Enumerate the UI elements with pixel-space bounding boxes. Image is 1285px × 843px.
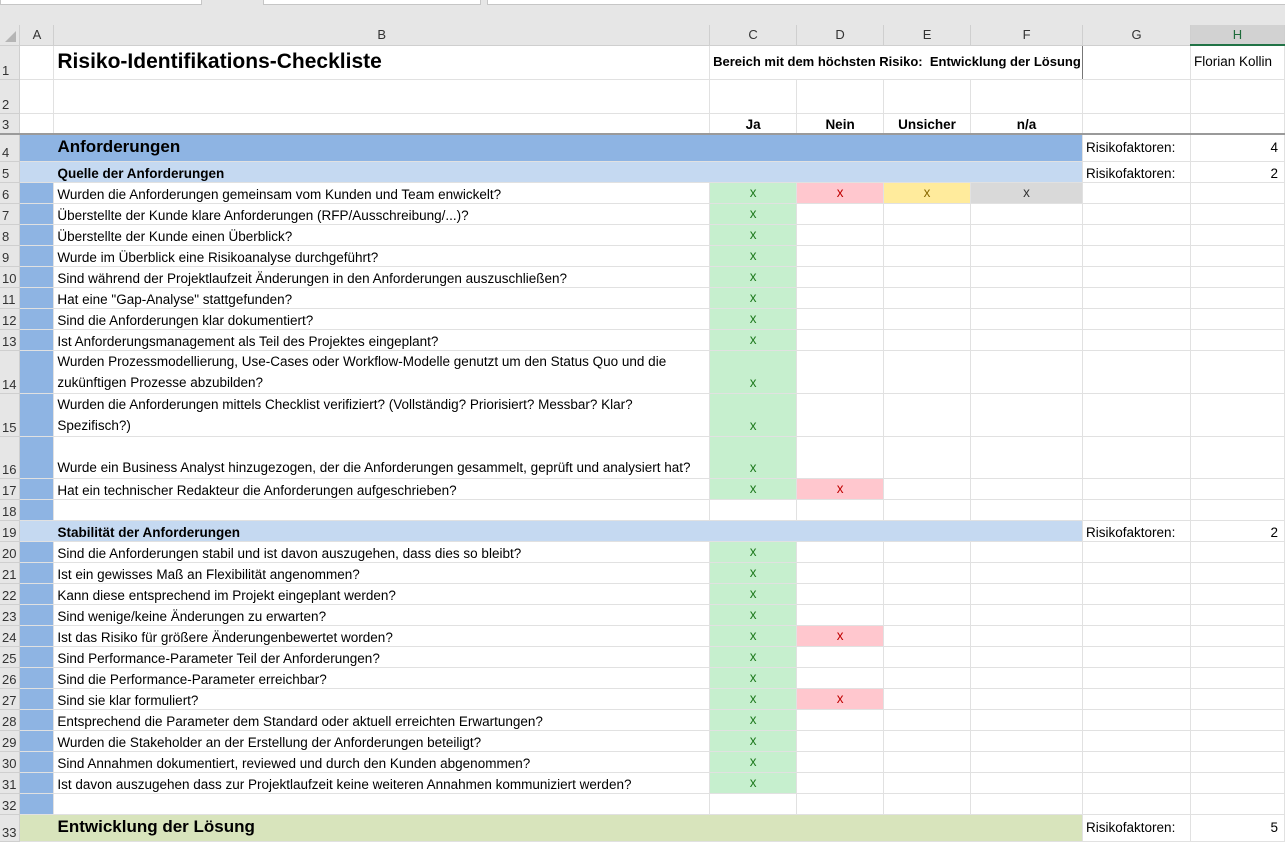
indent-bar <box>20 478 54 499</box>
answer-na[interactable] <box>971 751 1083 772</box>
answer-nein[interactable] <box>797 604 884 625</box>
answer-unsicher[interactable] <box>884 646 971 667</box>
header-na[interactable]: n/a <box>971 113 1083 134</box>
answer-ja[interactable]: x <box>710 667 797 688</box>
cell[interactable] <box>1083 751 1191 772</box>
indent-bar <box>20 730 54 751</box>
cell[interactable] <box>884 499 971 520</box>
question-cell[interactable]: Wurden die Stakeholder an der Erstellung der Anforderungen beteiligt? <box>54 730 710 751</box>
row-header[interactable]: 16 <box>0 436 20 478</box>
cell[interactable] <box>1190 562 1284 583</box>
row-header[interactable]: 22 <box>0 583 20 604</box>
cell[interactable] <box>54 79 710 113</box>
question-cell[interactable]: Sind Performance-Parameter Teil der Anforderungen? <box>54 646 710 667</box>
answer-nein[interactable] <box>797 667 884 688</box>
answer-nein[interactable]: x <box>797 182 884 203</box>
row-header[interactable]: 31 <box>0 772 20 793</box>
row-header[interactable]: 29 <box>0 730 20 751</box>
answer-nein[interactable] <box>797 329 884 350</box>
col-header-h[interactable]: H <box>1190 25 1284 45</box>
answer-na[interactable] <box>971 541 1083 562</box>
indent-bar <box>20 350 54 393</box>
answer-unsicher[interactable] <box>884 350 971 393</box>
answer-na[interactable] <box>971 709 1083 730</box>
answer-ja[interactable]: x <box>710 709 797 730</box>
row-header[interactable]: 15 <box>0 393 20 436</box>
answer-nein[interactable] <box>797 287 884 308</box>
cell[interactable] <box>1083 266 1191 287</box>
cell[interactable] <box>1190 329 1284 350</box>
risk-label[interactable]: Risikofaktoren: <box>1083 814 1191 841</box>
formula-input-left[interactable] <box>263 0 481 5</box>
answer-na[interactable] <box>971 287 1083 308</box>
question-cell[interactable]: Überstellte der Kunde einen Überblick? <box>54 224 710 245</box>
answer-nein[interactable] <box>797 393 884 436</box>
question-cell[interactable]: Ist das Risiko für größere Änderungenbewertet worden? <box>54 625 710 646</box>
cell[interactable] <box>797 79 884 113</box>
col-header-g[interactable]: G <box>1083 25 1191 45</box>
answer-unsicher[interactable] <box>884 583 971 604</box>
answer-unsicher[interactable] <box>884 436 971 478</box>
row-header[interactable]: 14 <box>0 350 20 393</box>
question-cell[interactable]: Sind sie klar formuliert? <box>54 688 710 709</box>
cell[interactable] <box>884 793 971 814</box>
cell[interactable] <box>710 499 797 520</box>
cell[interactable] <box>1083 224 1191 245</box>
indent-bar <box>20 751 54 772</box>
indent-bar <box>20 266 54 287</box>
answer-nein[interactable] <box>797 646 884 667</box>
answer-ja[interactable]: x <box>710 393 797 436</box>
row-header[interactable]: 18 <box>0 499 20 520</box>
cell[interactable] <box>1190 182 1284 203</box>
answer-unsicher[interactable] <box>884 751 971 772</box>
row-header[interactable]: 26 <box>0 667 20 688</box>
row-header[interactable]: 33 <box>0 814 20 841</box>
answer-nein[interactable] <box>797 350 884 393</box>
question-cell[interactable]: Sind die Performance-Parameter erreichbar? <box>54 667 710 688</box>
row-header[interactable]: 5 <box>0 161 20 182</box>
cell[interactable] <box>1083 308 1191 329</box>
highest-risk-value: Entwicklung der Lösung <box>929 54 1081 69</box>
answer-ja[interactable]: x <box>710 478 797 499</box>
indent-bar <box>20 604 54 625</box>
row-header[interactable]: 2 <box>0 79 20 113</box>
cell[interactable] <box>1083 478 1191 499</box>
indent-bar <box>20 583 54 604</box>
section-header-anforderungen[interactable] <box>20 134 1083 161</box>
cell[interactable] <box>884 79 971 113</box>
cell[interactable] <box>1083 625 1191 646</box>
highest-risk-cell[interactable] <box>710 45 1083 79</box>
cell[interactable] <box>710 79 797 113</box>
answer-nein[interactable] <box>797 224 884 245</box>
cell[interactable] <box>1083 203 1191 224</box>
answer-ja[interactable]: x <box>710 646 797 667</box>
sheet-title[interactable]: Risiko-Identifikations-Checkliste <box>54 45 710 79</box>
cell[interactable] <box>1083 499 1191 520</box>
answer-na[interactable] <box>971 350 1083 393</box>
answer-nein[interactable] <box>797 245 884 266</box>
answer-na[interactable] <box>971 436 1083 478</box>
answer-unsicher[interactable] <box>884 688 971 709</box>
row-header[interactable]: 30 <box>0 751 20 772</box>
cell[interactable] <box>1083 688 1191 709</box>
answer-ja[interactable]: x <box>710 751 797 772</box>
cell[interactable] <box>1190 224 1284 245</box>
row-header[interactable]: 19 <box>0 520 20 541</box>
row-header[interactable]: 7 <box>0 203 20 224</box>
answer-ja[interactable]: x <box>710 436 797 478</box>
col-header-d[interactable]: D <box>797 25 884 45</box>
answer-ja[interactable]: x <box>710 562 797 583</box>
cell[interactable] <box>1190 350 1284 393</box>
cell[interactable] <box>1083 287 1191 308</box>
row-header[interactable]: 11 <box>0 287 20 308</box>
answer-nein[interactable] <box>797 709 884 730</box>
answer-na[interactable] <box>971 688 1083 709</box>
cell[interactable] <box>1190 499 1284 520</box>
row-header[interactable]: 23 <box>0 604 20 625</box>
answer-nein[interactable] <box>797 436 884 478</box>
answer-ja[interactable]: x <box>710 182 797 203</box>
cell[interactable] <box>710 793 797 814</box>
answer-nein[interactable] <box>797 562 884 583</box>
row-header[interactable]: 21 <box>0 562 20 583</box>
question-cell[interactable]: Sind die Anforderungen klar dokumentiert? <box>54 308 710 329</box>
row-header[interactable]: 24 <box>0 625 20 646</box>
indent-bar <box>20 182 54 203</box>
answer-na[interactable] <box>971 329 1083 350</box>
indent-bar <box>20 393 54 436</box>
indent-bar <box>20 224 54 245</box>
question-cell[interactable]: Entsprechend die Parameter dem Standard oder aktuell erreichten Erwartungen? <box>54 709 710 730</box>
answer-nein[interactable] <box>797 583 884 604</box>
answer-unsicher[interactable] <box>884 562 971 583</box>
question-cell[interactable]: Ist ein gewisses Maß an Flexibilität angenommen? <box>54 562 710 583</box>
cell[interactable] <box>1083 730 1191 751</box>
risk-label[interactable]: Risikofaktoren: <box>1083 134 1191 161</box>
cell[interactable] <box>1083 350 1191 393</box>
indent-bar <box>20 245 54 266</box>
answer-ja[interactable]: x <box>710 730 797 751</box>
cell[interactable] <box>1083 646 1191 667</box>
question-cell[interactable]: Sind die Anforderungen stabil und ist davon auszugehen, dass dies so bleibt? <box>54 541 710 562</box>
answer-na[interactable] <box>971 308 1083 329</box>
answer-ja[interactable]: x <box>710 688 797 709</box>
cell[interactable] <box>971 79 1083 113</box>
question-cell[interactable]: Wurden Prozessmodellierung, Use-Cases oder Workflow-Modelle genutzt um den Status Quo und die zukünftigen Prozesse abzubilden? <box>54 350 710 393</box>
answer-ja[interactable]: x <box>710 625 797 646</box>
question-cell[interactable]: Sind Annahmen dokumentiert, reviewed und durch den Kunden abgenommen? <box>54 751 710 772</box>
cell[interactable] <box>20 45 54 79</box>
cell[interactable] <box>1190 625 1284 646</box>
indent-bar <box>20 772 54 793</box>
row-header[interactable]: 6 <box>0 182 20 203</box>
answer-ja[interactable]: x <box>710 604 797 625</box>
question-cell[interactable]: Ist davon auszugehen dass zur Projektlaufzeit keine weiteren Annahmen kommuniziert werden? <box>54 772 710 793</box>
section-title: Anforderungen <box>57 137 181 157</box>
answer-ja[interactable]: x <box>710 329 797 350</box>
section-header-entwicklung[interactable] <box>20 814 1083 841</box>
answer-na[interactable] <box>971 478 1083 499</box>
answer-unsicher[interactable] <box>884 730 971 751</box>
cell[interactable] <box>1190 751 1284 772</box>
cell[interactable] <box>1083 772 1191 793</box>
subsection-title: Quelle der Anforderungen <box>57 165 225 181</box>
answer-unsicher[interactable] <box>884 625 971 646</box>
indent-bar <box>20 541 54 562</box>
answer-nein[interactable] <box>797 541 884 562</box>
cell[interactable] <box>1190 604 1284 625</box>
answer-nein[interactable] <box>797 772 884 793</box>
answer-ja[interactable]: x <box>710 203 797 224</box>
indent-bar <box>20 436 54 478</box>
answer-unsicher[interactable] <box>884 224 971 245</box>
cell[interactable] <box>1083 541 1191 562</box>
cell[interactable] <box>54 113 710 134</box>
answer-unsicher[interactable] <box>884 709 971 730</box>
indent-bar <box>20 287 54 308</box>
name-box[interactable] <box>0 0 202 5</box>
cell[interactable] <box>1083 562 1191 583</box>
answer-na[interactable] <box>971 245 1083 266</box>
cell[interactable] <box>1190 646 1284 667</box>
answer-na[interactable]: x <box>971 182 1083 203</box>
question-cell[interactable]: Sind wenige/keine Änderungen zu erwarten? <box>54 604 710 625</box>
answer-unsicher[interactable] <box>884 203 971 224</box>
answer-na[interactable] <box>971 393 1083 436</box>
cell[interactable] <box>1190 266 1284 287</box>
section-title: Entwicklung der Lösung <box>57 817 255 836</box>
answer-unsicher[interactable] <box>884 266 971 287</box>
select-all-corner[interactable] <box>0 25 20 45</box>
formula-bar-area <box>0 0 1285 25</box>
answer-ja[interactable]: x <box>710 583 797 604</box>
answer-nein[interactable] <box>797 308 884 329</box>
indent-bar <box>20 499 54 520</box>
answer-ja[interactable]: x <box>710 266 797 287</box>
cell[interactable] <box>1083 393 1191 436</box>
indent-bar <box>20 562 54 583</box>
answer-ja[interactable]: x <box>710 541 797 562</box>
answer-ja[interactable]: x <box>710 772 797 793</box>
answer-na[interactable] <box>971 266 1083 287</box>
subsection-title: Stabilität der Anforderungen <box>57 524 240 540</box>
row-header[interactable]: 28 <box>0 709 20 730</box>
row-header[interactable]: 8 <box>0 224 20 245</box>
indent-bar <box>20 646 54 667</box>
cell[interactable] <box>1190 287 1284 308</box>
question-cell[interactable]: Überstellte der Kunde klare Anforderungen (RFP/Ausschreibung/...)? <box>54 203 710 224</box>
cell[interactable] <box>1190 436 1284 478</box>
answer-unsicher[interactable] <box>884 772 971 793</box>
col-header-b[interactable]: B <box>54 25 710 45</box>
col-header-f[interactable]: F <box>971 25 1083 45</box>
risk-value[interactable]: 2 <box>1190 161 1284 182</box>
cell[interactable] <box>1083 667 1191 688</box>
row-header[interactable]: 3 <box>0 113 20 134</box>
answer-na[interactable] <box>971 772 1083 793</box>
risk-value[interactable]: 2 <box>1190 520 1284 541</box>
answer-unsicher[interactable] <box>884 604 971 625</box>
question-cell[interactable]: Wurde ein Business Analyst hinzugezogen, der die Anforderungen gesammelt, geprüft und analysiert hat? <box>54 436 710 478</box>
row-header[interactable]: 10 <box>0 266 20 287</box>
cell[interactable] <box>1190 688 1284 709</box>
answer-nein[interactable] <box>797 730 884 751</box>
answer-unsicher[interactable] <box>884 308 971 329</box>
cell[interactable] <box>1083 709 1191 730</box>
cell[interactable] <box>1083 793 1191 814</box>
question-cell[interactable]: Ist Anforderungsmanagement als Teil des Projektes eingeplant? <box>54 329 710 350</box>
cell[interactable] <box>971 793 1083 814</box>
indent-bar <box>20 308 54 329</box>
answer-na[interactable] <box>971 583 1083 604</box>
cell[interactable] <box>1190 245 1284 266</box>
risk-value[interactable]: 5 <box>1190 814 1284 841</box>
answer-nein[interactable] <box>797 266 884 287</box>
answer-na[interactable] <box>971 604 1083 625</box>
cell[interactable] <box>1190 478 1284 499</box>
answer-ja[interactable]: x <box>710 308 797 329</box>
answer-nein[interactable] <box>797 203 884 224</box>
cell[interactable] <box>1190 393 1284 436</box>
answer-na[interactable] <box>971 562 1083 583</box>
header-unsicher[interactable]: Unsicher <box>884 113 971 134</box>
spreadsheet-grid <box>0 25 1285 842</box>
indent-bar <box>20 688 54 709</box>
answer-unsicher[interactable] <box>884 478 971 499</box>
answer-na[interactable] <box>971 625 1083 646</box>
answer-ja[interactable]: x <box>710 350 797 393</box>
cell[interactable] <box>1190 667 1284 688</box>
answer-nein[interactable]: x <box>797 478 884 499</box>
cell[interactable] <box>1190 793 1284 814</box>
cell[interactable] <box>1190 772 1284 793</box>
indent-bar <box>20 667 54 688</box>
cell[interactable] <box>54 793 710 814</box>
row-header[interactable]: 17 <box>0 478 20 499</box>
indent-bar <box>20 203 54 224</box>
answer-ja[interactable]: x <box>710 245 797 266</box>
question-cell[interactable]: Sind während der Projektlaufzeit Änderungen in den Anforderungen auszuschließen? <box>54 266 710 287</box>
row-header[interactable]: 1 <box>0 45 20 79</box>
formula-input[interactable] <box>487 0 1285 5</box>
question-cell[interactable]: Wurden die Anforderungen mittels Checklist verifiziert? (Vollständig? Priorisiert? Messbar? Klar? Spezifisch?) <box>54 393 710 436</box>
cell[interactable] <box>1083 583 1191 604</box>
answer-nein[interactable]: x <box>797 625 884 646</box>
header-nein[interactable]: Nein <box>797 113 884 134</box>
cell[interactable] <box>1083 245 1191 266</box>
cell[interactable] <box>1083 113 1191 134</box>
cell[interactable] <box>797 793 884 814</box>
row-header[interactable]: 9 <box>0 245 20 266</box>
risk-label[interactable]: Risikofaktoren: <box>1083 520 1191 541</box>
indent-bar <box>20 625 54 646</box>
cell[interactable] <box>1190 730 1284 751</box>
answer-unsicher[interactable] <box>884 393 971 436</box>
cell[interactable] <box>1190 541 1284 562</box>
row-header[interactable]: 12 <box>0 308 20 329</box>
highest-risk-label: Bereich mit dem höchsten Risiko: <box>713 54 923 69</box>
answer-na[interactable] <box>971 730 1083 751</box>
cell[interactable] <box>1083 182 1191 203</box>
answer-unsicher[interactable] <box>884 541 971 562</box>
cell[interactable] <box>1190 583 1284 604</box>
answer-nein[interactable]: x <box>797 688 884 709</box>
cell[interactable] <box>1083 45 1191 79</box>
cell[interactable] <box>54 499 710 520</box>
answer-na[interactable] <box>971 203 1083 224</box>
author-cell[interactable]: Florian Kollin <box>1190 45 1284 79</box>
cell[interactable] <box>1083 604 1191 625</box>
cell[interactable] <box>20 113 54 134</box>
col-header-c[interactable]: C <box>710 25 797 45</box>
question-cell[interactable]: Hat eine "Gap-Analyse" stattgefunden? <box>54 287 710 308</box>
row-header[interactable]: 32 <box>0 793 20 814</box>
cell[interactable] <box>1190 113 1284 134</box>
answer-unsicher[interactable] <box>884 667 971 688</box>
cell[interactable] <box>1190 308 1284 329</box>
cell[interactable] <box>1083 436 1191 478</box>
indent-bar <box>20 709 54 730</box>
answer-nein[interactable] <box>797 751 884 772</box>
answer-na[interactable] <box>971 667 1083 688</box>
row-header[interactable]: 20 <box>0 541 20 562</box>
answer-unsicher[interactable] <box>884 245 971 266</box>
question-cell[interactable]: Hat ein technischer Redakteur die Anforderungen aufgeschrieben? <box>54 478 710 499</box>
risk-label[interactable]: Risikofaktoren: <box>1083 161 1191 182</box>
cell[interactable] <box>797 499 884 520</box>
col-header-e[interactable]: E <box>884 25 971 45</box>
cell[interactable] <box>1190 203 1284 224</box>
indent-bar <box>20 793 54 814</box>
cell[interactable] <box>971 499 1083 520</box>
cell[interactable] <box>1083 79 1191 113</box>
subsection-header-stabilitaet[interactable] <box>20 520 1083 541</box>
row-header[interactable]: 25 <box>0 646 20 667</box>
question-cell[interactable]: Wurde im Überblick eine Risikoanalyse durchgeführt? <box>54 245 710 266</box>
question-cell[interactable]: Kann diese entsprechend im Projekt eingeplant werden? <box>54 583 710 604</box>
cell[interactable] <box>1083 329 1191 350</box>
row-header[interactable]: 4 <box>0 134 20 161</box>
question-cell[interactable]: Wurden die Anforderungen gemeinsam vom Kunden und Team enwickelt? <box>54 182 710 203</box>
col-header-a[interactable]: A <box>20 25 54 45</box>
cell[interactable] <box>1190 709 1284 730</box>
answer-na[interactable] <box>971 646 1083 667</box>
header-ja[interactable]: Ja <box>710 113 797 134</box>
risk-value[interactable]: 4 <box>1190 134 1284 161</box>
indent-bar <box>20 329 54 350</box>
row-header[interactable]: 13 <box>0 329 20 350</box>
row-header[interactable]: 27 <box>0 688 20 709</box>
subsection-header-quelle[interactable] <box>20 161 1083 182</box>
cell[interactable] <box>20 79 54 113</box>
answer-ja[interactable]: x <box>710 224 797 245</box>
cell[interactable] <box>1190 79 1284 113</box>
answer-unsicher[interactable]: x <box>884 182 971 203</box>
answer-unsicher[interactable] <box>884 329 971 350</box>
answer-ja[interactable]: x <box>710 287 797 308</box>
answer-unsicher[interactable] <box>884 287 971 308</box>
answer-na[interactable] <box>971 224 1083 245</box>
